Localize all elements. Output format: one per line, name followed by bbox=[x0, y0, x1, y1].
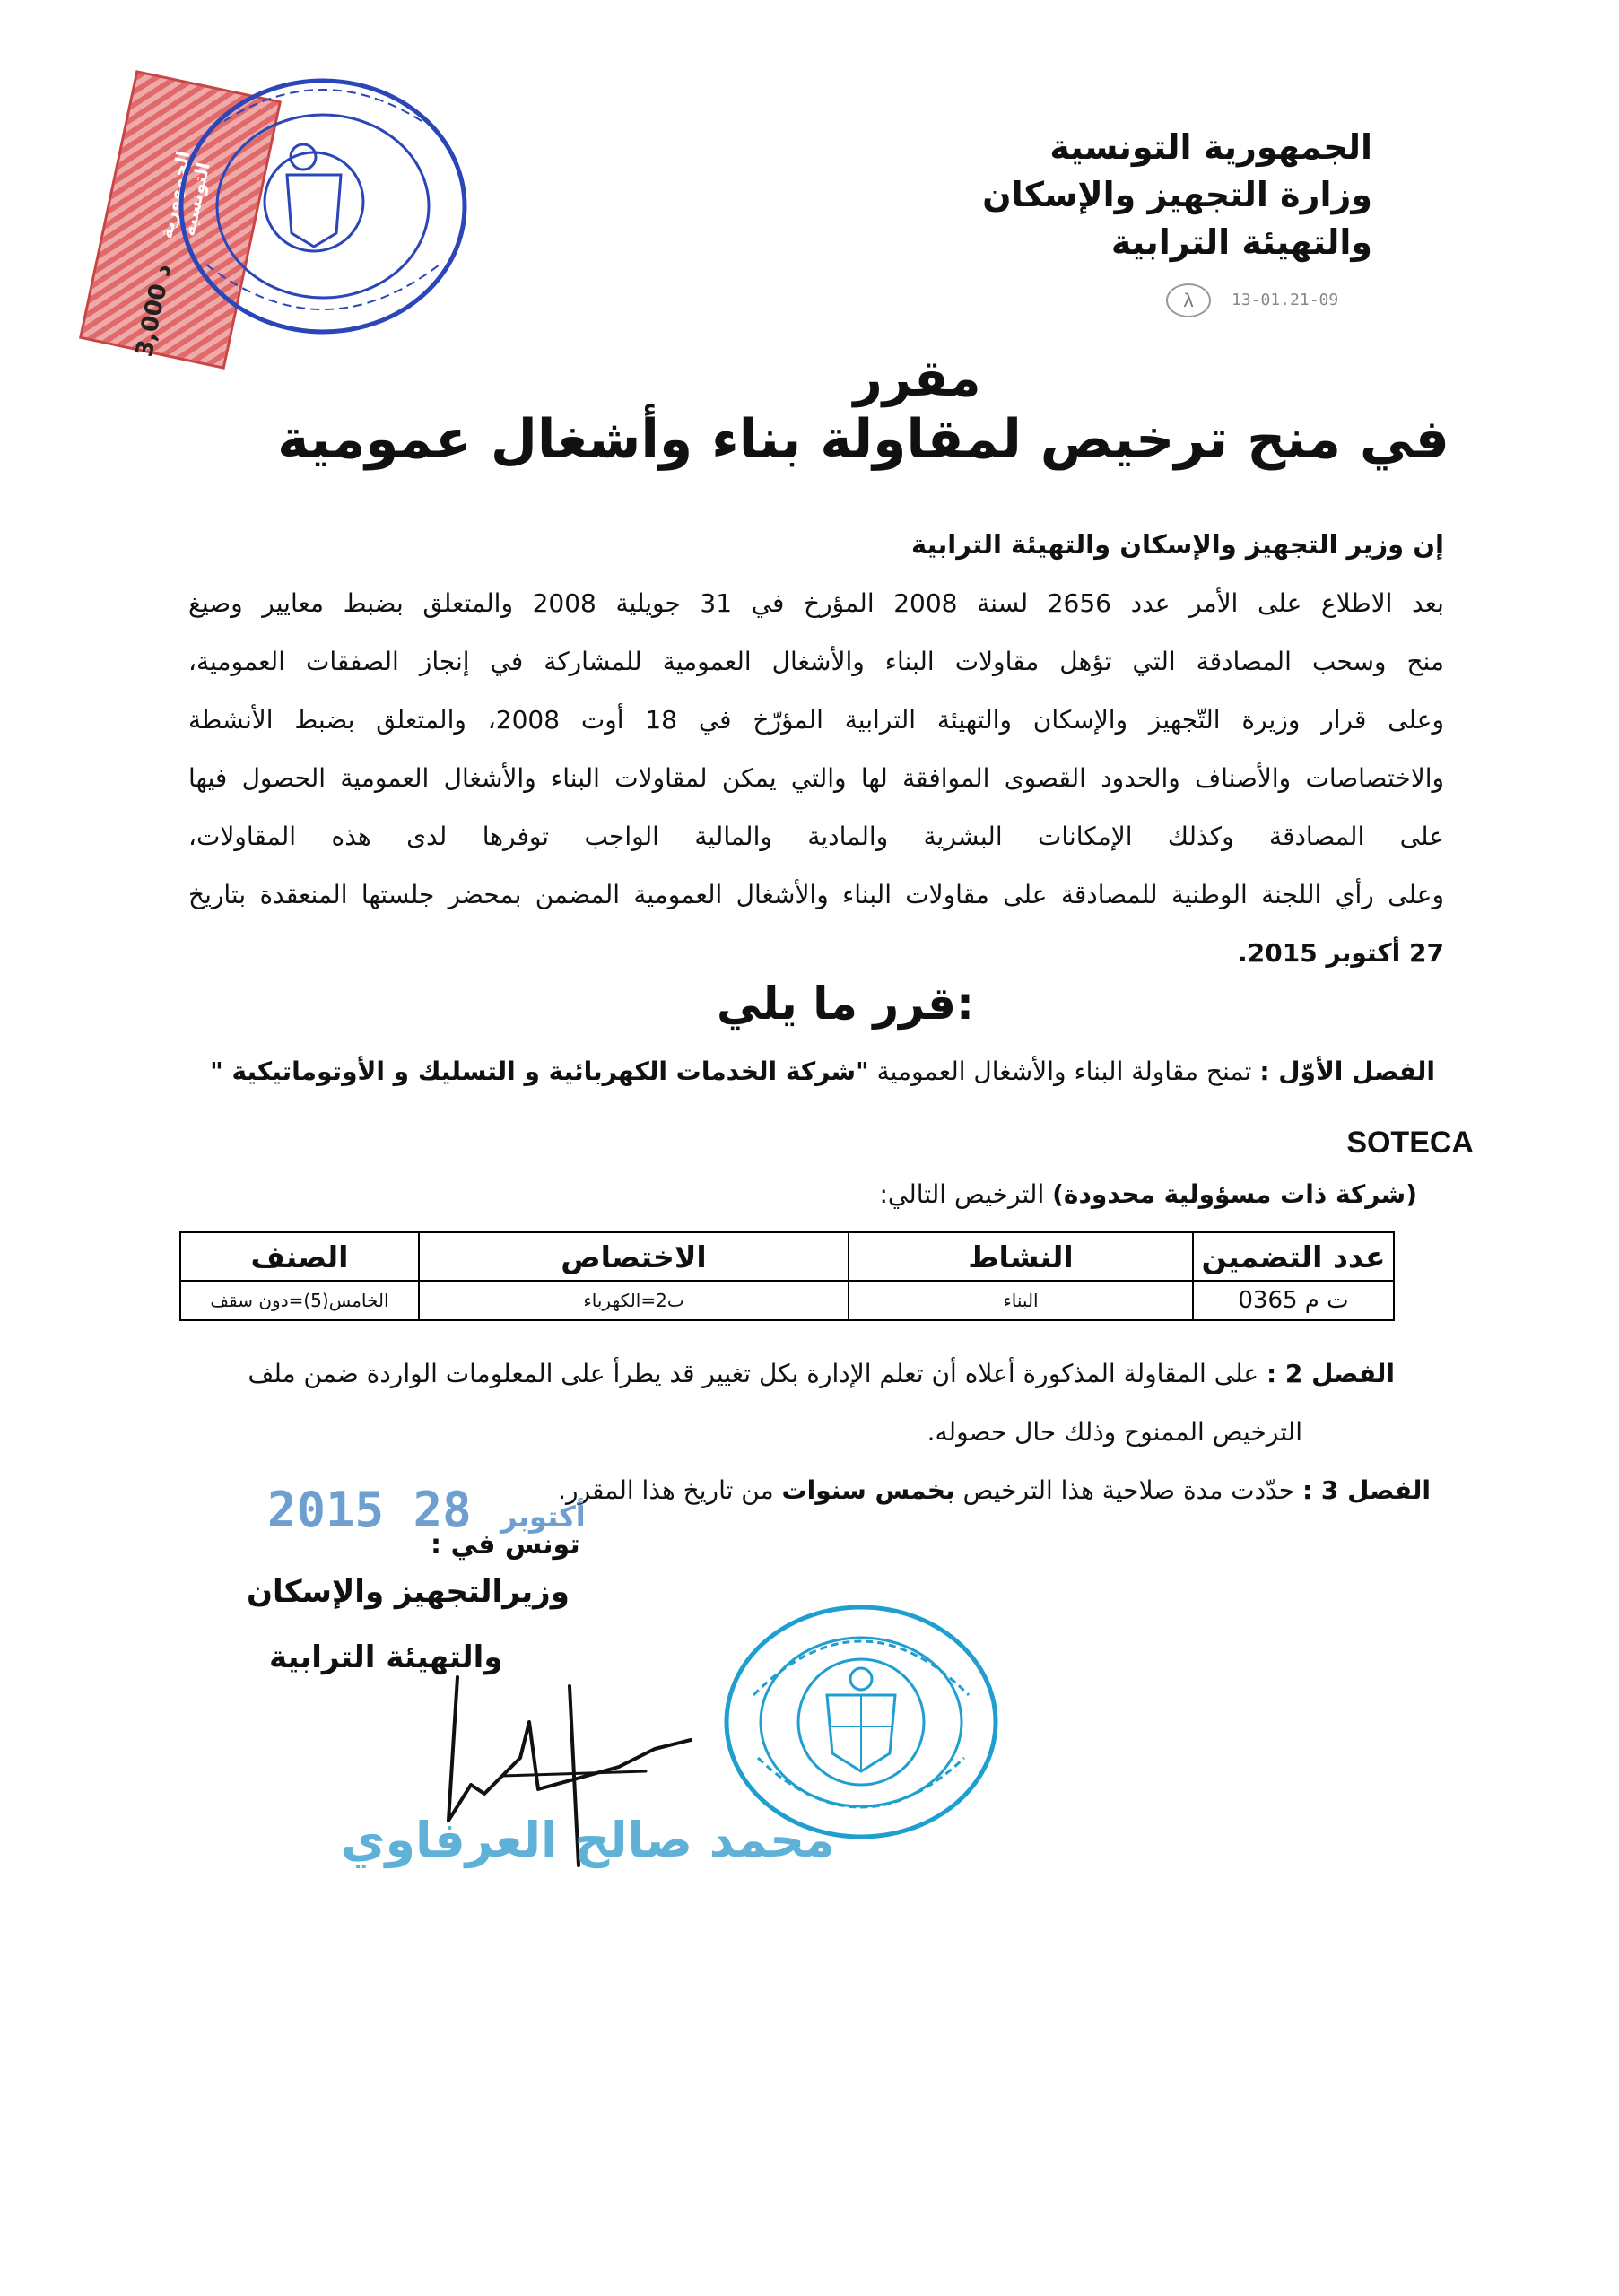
article-2 bbox=[76, 1359, 1395, 1388]
header-line: والتهيئة الترابية bbox=[1110, 222, 1372, 262]
column-header: الصنف bbox=[180, 1232, 419, 1281]
table-row bbox=[180, 1281, 1394, 1320]
fiscal-stamp-value: 3,000 د bbox=[131, 261, 178, 360]
header-line: وزارة التجهيز والإسكان bbox=[982, 175, 1372, 214]
header-line: الجمهورية التونسية bbox=[1049, 127, 1372, 167]
ministry-seal-top bbox=[170, 67, 475, 345]
column-header: الاختصاص bbox=[419, 1232, 849, 1281]
article-3-label: الفصل 3 : bbox=[1301, 1475, 1431, 1505]
considerations bbox=[188, 516, 1444, 982]
consideration-line: والاختصاصات والأصناف والحدود القصوى الموافقة لها والتي يمكن لمقاولات البناء والأشغال العمومية الحصول فيها bbox=[188, 763, 1444, 793]
date-stamp-year: 2015 bbox=[267, 1482, 385, 1538]
ministry-seal-bottom bbox=[718, 1596, 1005, 1848]
article-2-continuation: الترخيص الممنوح وذلك حال حصوله. bbox=[927, 1417, 1302, 1447]
consideration-line: وعلى قرار وزيرة التّجهيز والإسكان والتهيئة الترابية المؤرّخ في 18 أوت 2008، والمتعلق بضبط الأنشطة bbox=[188, 705, 1445, 735]
article-3 bbox=[558, 1475, 1431, 1505]
signatory-name-stamp: محمد صالح العرفاوي bbox=[341, 1812, 835, 1868]
article-1-text: تمنح مقاولة البناء والأشغال العمومية bbox=[876, 1057, 1252, 1086]
document-subtitle: في منح ترخيص لمقاولة بناء وأشغال عمومية bbox=[277, 408, 1449, 471]
article-3-text-end: من تاريخ هذا المقرر. bbox=[558, 1475, 774, 1505]
fiscal-stamp-label: الجمهورية التونسية bbox=[154, 149, 214, 241]
article-3-text: حدّدت مدة صلاحية هذا الترخيص bbox=[962, 1475, 1295, 1505]
company-type: (شركة ذات مسؤولية محدودة) bbox=[1052, 1179, 1417, 1209]
table-cell: ت م 0365 bbox=[1193, 1281, 1394, 1320]
decree-heading: قرر ما يلي: bbox=[717, 978, 974, 1030]
consideration-line: وعلى رأي اللجنة الوطنية للمصادقة على مقاولات البناء والأشغال العمومية المضمن بمحضر جلستها المنعقدة بتاريخ bbox=[188, 880, 1444, 909]
signatory-title-continuation: والتهيئة الترابية bbox=[269, 1639, 503, 1675]
validity-period: بخمس سنوات bbox=[781, 1475, 955, 1505]
signature-place: تونس في : bbox=[431, 1529, 580, 1561]
intro-line: إن وزير التجهيز والإسكان والتهيئة الترابية bbox=[910, 529, 1444, 560]
company-name-latin: SOTECA bbox=[1346, 1126, 1474, 1160]
document-title: مقرر bbox=[853, 350, 981, 408]
column-header: النشاط bbox=[849, 1232, 1193, 1281]
table-cell: ب2=الكهرباء bbox=[419, 1281, 849, 1320]
date-stamp-month: أكتوبر bbox=[500, 1500, 586, 1534]
table-cell: الخامس(5)=دون سقف bbox=[180, 1281, 419, 1320]
issuing-authority bbox=[834, 124, 1372, 266]
consideration-line: على المصادقة وكذلك الإمكانات البشرية والمادية والمالية الواجب توفرها لدى هذه المقاولات، bbox=[188, 822, 1444, 851]
article-1 bbox=[108, 1057, 1435, 1086]
company-type-line bbox=[879, 1179, 1417, 1209]
license-table bbox=[179, 1231, 1395, 1321]
table-cell: البناء bbox=[849, 1281, 1193, 1320]
consideration-line: 27 أكتوبر 2015. bbox=[1238, 938, 1444, 968]
signatory-title: وزيرالتجهيز والإسكان bbox=[247, 1574, 570, 1610]
reference-mark: λ bbox=[1166, 283, 1211, 317]
reference-number: 13-01.21-09 bbox=[1232, 291, 1339, 309]
article-2-label: الفصل 2 : bbox=[1266, 1359, 1395, 1388]
date-stamp-day: 28 bbox=[413, 1482, 472, 1538]
consideration-line: منح وسحب المصادقة التي تؤهل مقاولات البناء والأشغال العمومية للمشاركة في إنجاز الصفقات العمومية، bbox=[188, 647, 1444, 676]
company-name: "شركة الخدمات الكهربائية و التسليك و الأوتوماتيكية " bbox=[210, 1057, 869, 1086]
column-header: عدد التضمين bbox=[1193, 1232, 1394, 1281]
license-intro: الترخيص التالي: bbox=[879, 1179, 1045, 1209]
table-header-row bbox=[180, 1232, 1394, 1281]
consideration-line: بعد الاطلاع على الأمر عدد 2656 لسنة 2008 المؤرخ في 31 جويلية 2008 والمتعلق بضبط معايير وصيغ bbox=[188, 588, 1444, 618]
article-1-label: الفصل الأوّل : bbox=[1259, 1057, 1435, 1086]
article-2-text: على المقاولة المذكورة أعلاه أن تعلم الإدارة بكل تغيير قد يطرأ على المعلومات الواردة ضمن ملف bbox=[248, 1359, 1259, 1388]
